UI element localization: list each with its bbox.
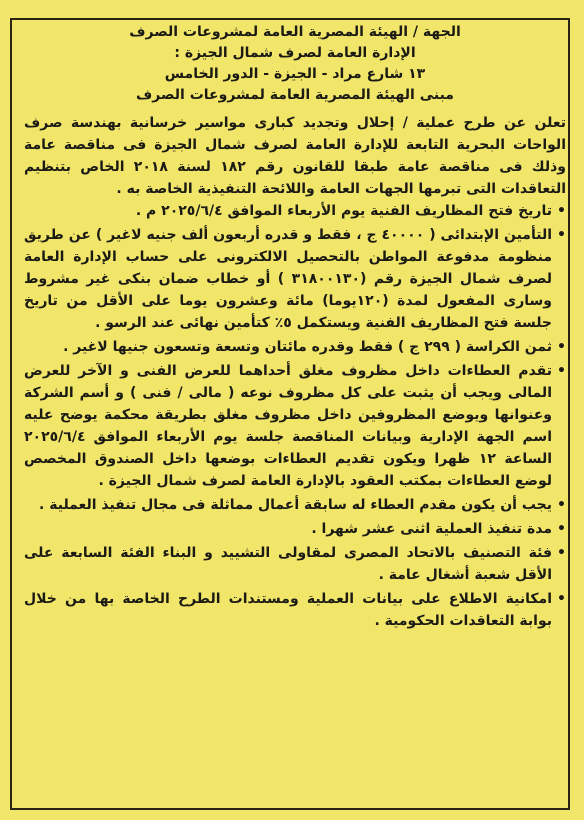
announcement-header (24, 22, 566, 106)
condition-text: تاريخ فتح المظاريف الفنية يوم الأربعاء الموافق ٢٠٢٥/٦/٤ م . (135, 203, 552, 219)
bullet-icon: • (557, 591, 566, 607)
header-department: الإدارة العامة لصرف شمال الجيزة : (174, 45, 416, 61)
condition-text: ثمن الكراسة ( ٢٩٩ ج ) فقط وقدره مائتان وتسعة وتسعون جنيها لاغير . (63, 339, 552, 355)
condition-text: فئة التصنيف بالاتحاد المصرى لمقاولى التشييد و البناء الفئة السابعة على الأقل شعبة أشغال عامة . (24, 545, 552, 583)
bullet-icon: • (557, 545, 566, 561)
header-address: ١٣ شارع مراد - الجيزة - الدور الخامس (164, 66, 426, 82)
header-authority: الجهة / الهيئة المصرية العامة لمشروعات الصرف (129, 24, 461, 40)
list-item (24, 360, 566, 492)
list-item (24, 336, 566, 358)
announcement-body (24, 22, 566, 634)
list-item (24, 200, 566, 222)
bullet-icon: • (557, 497, 566, 513)
condition-text: تقدم العطاءات داخل مظروف مغلق أحداهما للعرض الفنى و الآخر للعرض المالى ويجب أن يثبت على كل مظروف نوعه ( مالى / فنى ) و أسم الشركة وعنوانها ويوضع المظروفين داخل مظروف مغلق بطريقة محكمة يوضح عليه اسم الجهة الإدارية وبيانات المناقصة جلسة يوم الأربعاء الموافق ٢٠٢٥/٦/٤ الساعة ١٢ ظهرا ويكون تقديم العطاءات بوضعها داخل الصندوق المخصص لوضع العطاءات بمكتب العقود بالإدارة العامة لصرف شمال الجيزة . (24, 363, 552, 489)
condition-text: امكانية الاطلاع على بيانات العملية ومستندات الطرح الخاصة بها من خلال بوابة التعاقدات الحكومية . (24, 591, 552, 629)
bullet-icon: • (557, 227, 566, 243)
bullet-icon: • (557, 339, 566, 355)
list-item (24, 588, 566, 632)
list-item (24, 518, 566, 540)
condition-text: يجب أن يكون مقدم العطاء له سابقة أعمال مماثلة فى مجال تنفيذ العملية . (39, 497, 552, 513)
header-building: مبنى الهيئة المصرية العامة لمشروعات الصرف (136, 87, 454, 103)
tender-conditions-list (24, 200, 566, 632)
bullet-icon: • (557, 203, 566, 219)
list-item (24, 542, 566, 586)
bullet-icon: • (557, 521, 566, 537)
tender-intro: تعلن عن طرح عملية / إحلال وتجديد كبارى مواسير خرسانية بهندسة صرف الواحات البحرية التابعة للإدارة العامة لصرف شمال الجيزة فى مناقصة عامة وذلك فى مناقصة عامة طبقا للقانون رقم ١٨٢ لسنة ٢٠١٨ الخاص بتنظيم التعاقدات التى تبرمها الجهات العامة واللائحة التنفيذية الخاصة به . (24, 115, 566, 197)
bullet-icon: • (557, 363, 566, 379)
list-item (24, 224, 566, 334)
condition-text: مدة تنفيذ العملية اثنى عشر شهرا . (311, 521, 552, 537)
condition-text: التأمين الإبتدائى ( ٤٠٠٠٠ ج ، فقط و قدره أربعون ألف جنيه لاغير ) عن طريق منظومة مدفوعة المواطن بالتحصيل الالكترونى على حساب الإدارة العامة لصرف شمال الجيزة رقم (٣١٨٠٠١٣٠ ) أو خطاب ضمان بنكى غير مشروط وسارى المفعول لمدة (١٢٠يوما) مائة وعشرون يوما على الأقل من تاريخ جلسة فتح المظاريف الفنية ويستكمل ٥٪ كتأمين نهائى عند الرسو . (24, 227, 553, 331)
list-item (24, 494, 566, 516)
